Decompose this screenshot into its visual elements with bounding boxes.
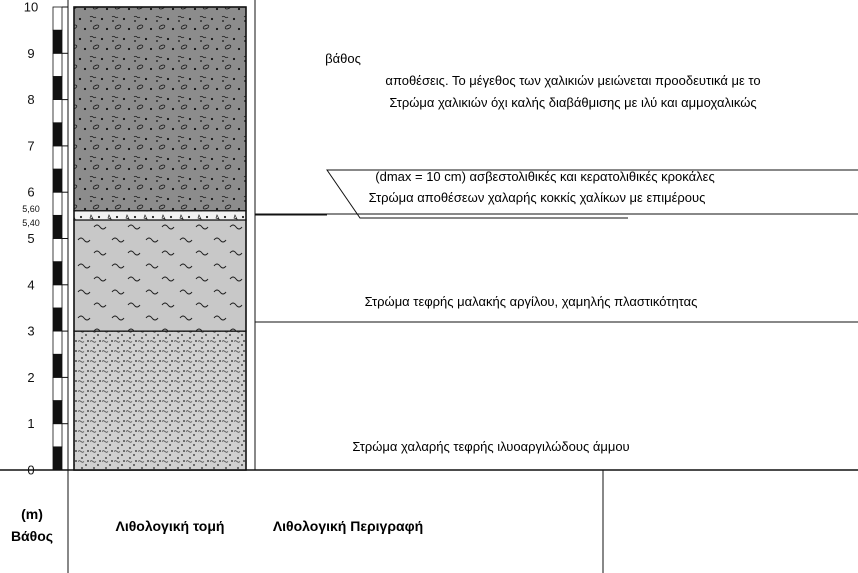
- lithological-column: [68, 0, 255, 470]
- depth-tick-label: 4: [27, 277, 35, 293]
- scale-segment: [53, 285, 62, 308]
- layer1-description: Στρώμα χαλαρής τεφρής ιλυοαργιλώδους άμμου: [352, 439, 630, 454]
- depth-tick-label: 8: [27, 92, 35, 108]
- scale-segment: [53, 377, 62, 400]
- depth-tick-label: 5,60: [22, 203, 40, 214]
- layer3-description-line2: (dmax = 10 cm) ασβεστολιθικές και κερατολιθικές κροκάλες: [375, 169, 715, 184]
- depth-tick-label: 5,40: [22, 218, 40, 229]
- gravel-thin-layer-pattern: [74, 211, 246, 220]
- depth-tick-label: 3: [27, 323, 35, 339]
- gravel-sand-upper-layer-pattern: [74, 7, 246, 211]
- depth-unit: (m): [21, 506, 43, 522]
- scale-segment: [53, 331, 62, 354]
- scale-segment: [53, 100, 62, 123]
- depth-tick-label: 0: [27, 462, 35, 478]
- scale-segment: [53, 308, 62, 331]
- depth-tick-label: 7: [27, 138, 35, 154]
- layer3-description-line1: Στρώμα αποθέσεων χαλαρής κοκκίς χαλίκων με επιμέρους: [368, 190, 706, 205]
- scale-segment: [53, 401, 62, 424]
- scale-segment: [53, 30, 62, 53]
- lower-sandy-layer-pattern: [74, 331, 246, 470]
- scale-segment: [53, 239, 62, 262]
- scale-segment: [53, 169, 62, 192]
- scale-segment: [53, 146, 62, 169]
- depth-tick-label: 10: [23, 0, 39, 15]
- layer4-description-line2: αποθέσεις. Το μέγεθος των χαλικιών μειώνεται προοδευτικά με το: [385, 73, 761, 88]
- depth-tick-label: 9: [27, 45, 35, 61]
- scale-segment: [53, 123, 62, 146]
- scale-segment: [53, 447, 62, 470]
- scale-segment: [53, 354, 62, 377]
- scale-segment: [53, 76, 62, 99]
- scale-segment: [53, 424, 62, 447]
- depth-tick-label: 6: [27, 184, 35, 200]
- scale-segment: [53, 7, 62, 30]
- layer4-description-line1: Στρώμα χαλικιών όχι καλής διαβάθμισης με ιλύ και αμμοχαλικώς: [389, 95, 757, 110]
- scale-segment: [53, 192, 62, 215]
- description-header: Λιθολογική Περιγραφή: [272, 518, 424, 534]
- section-header: Λιθολογική τομή: [115, 518, 225, 534]
- clay-layer-pattern: [74, 220, 246, 331]
- depth-tick-label: 5: [27, 231, 35, 247]
- layer2-description: Στρώμα τεφρής μαλακής αργίλου, χαμηλής πλαστικότητας: [364, 294, 698, 309]
- depth-tick-label: 1: [27, 416, 35, 432]
- scale-segment: [53, 215, 62, 238]
- scale-segment: [53, 262, 62, 285]
- depth-tick-label: 2: [27, 369, 35, 385]
- depth-header: Βάθος: [10, 528, 54, 544]
- layer4-description-line3: βάθος: [325, 51, 361, 66]
- scale-segment: [53, 53, 62, 76]
